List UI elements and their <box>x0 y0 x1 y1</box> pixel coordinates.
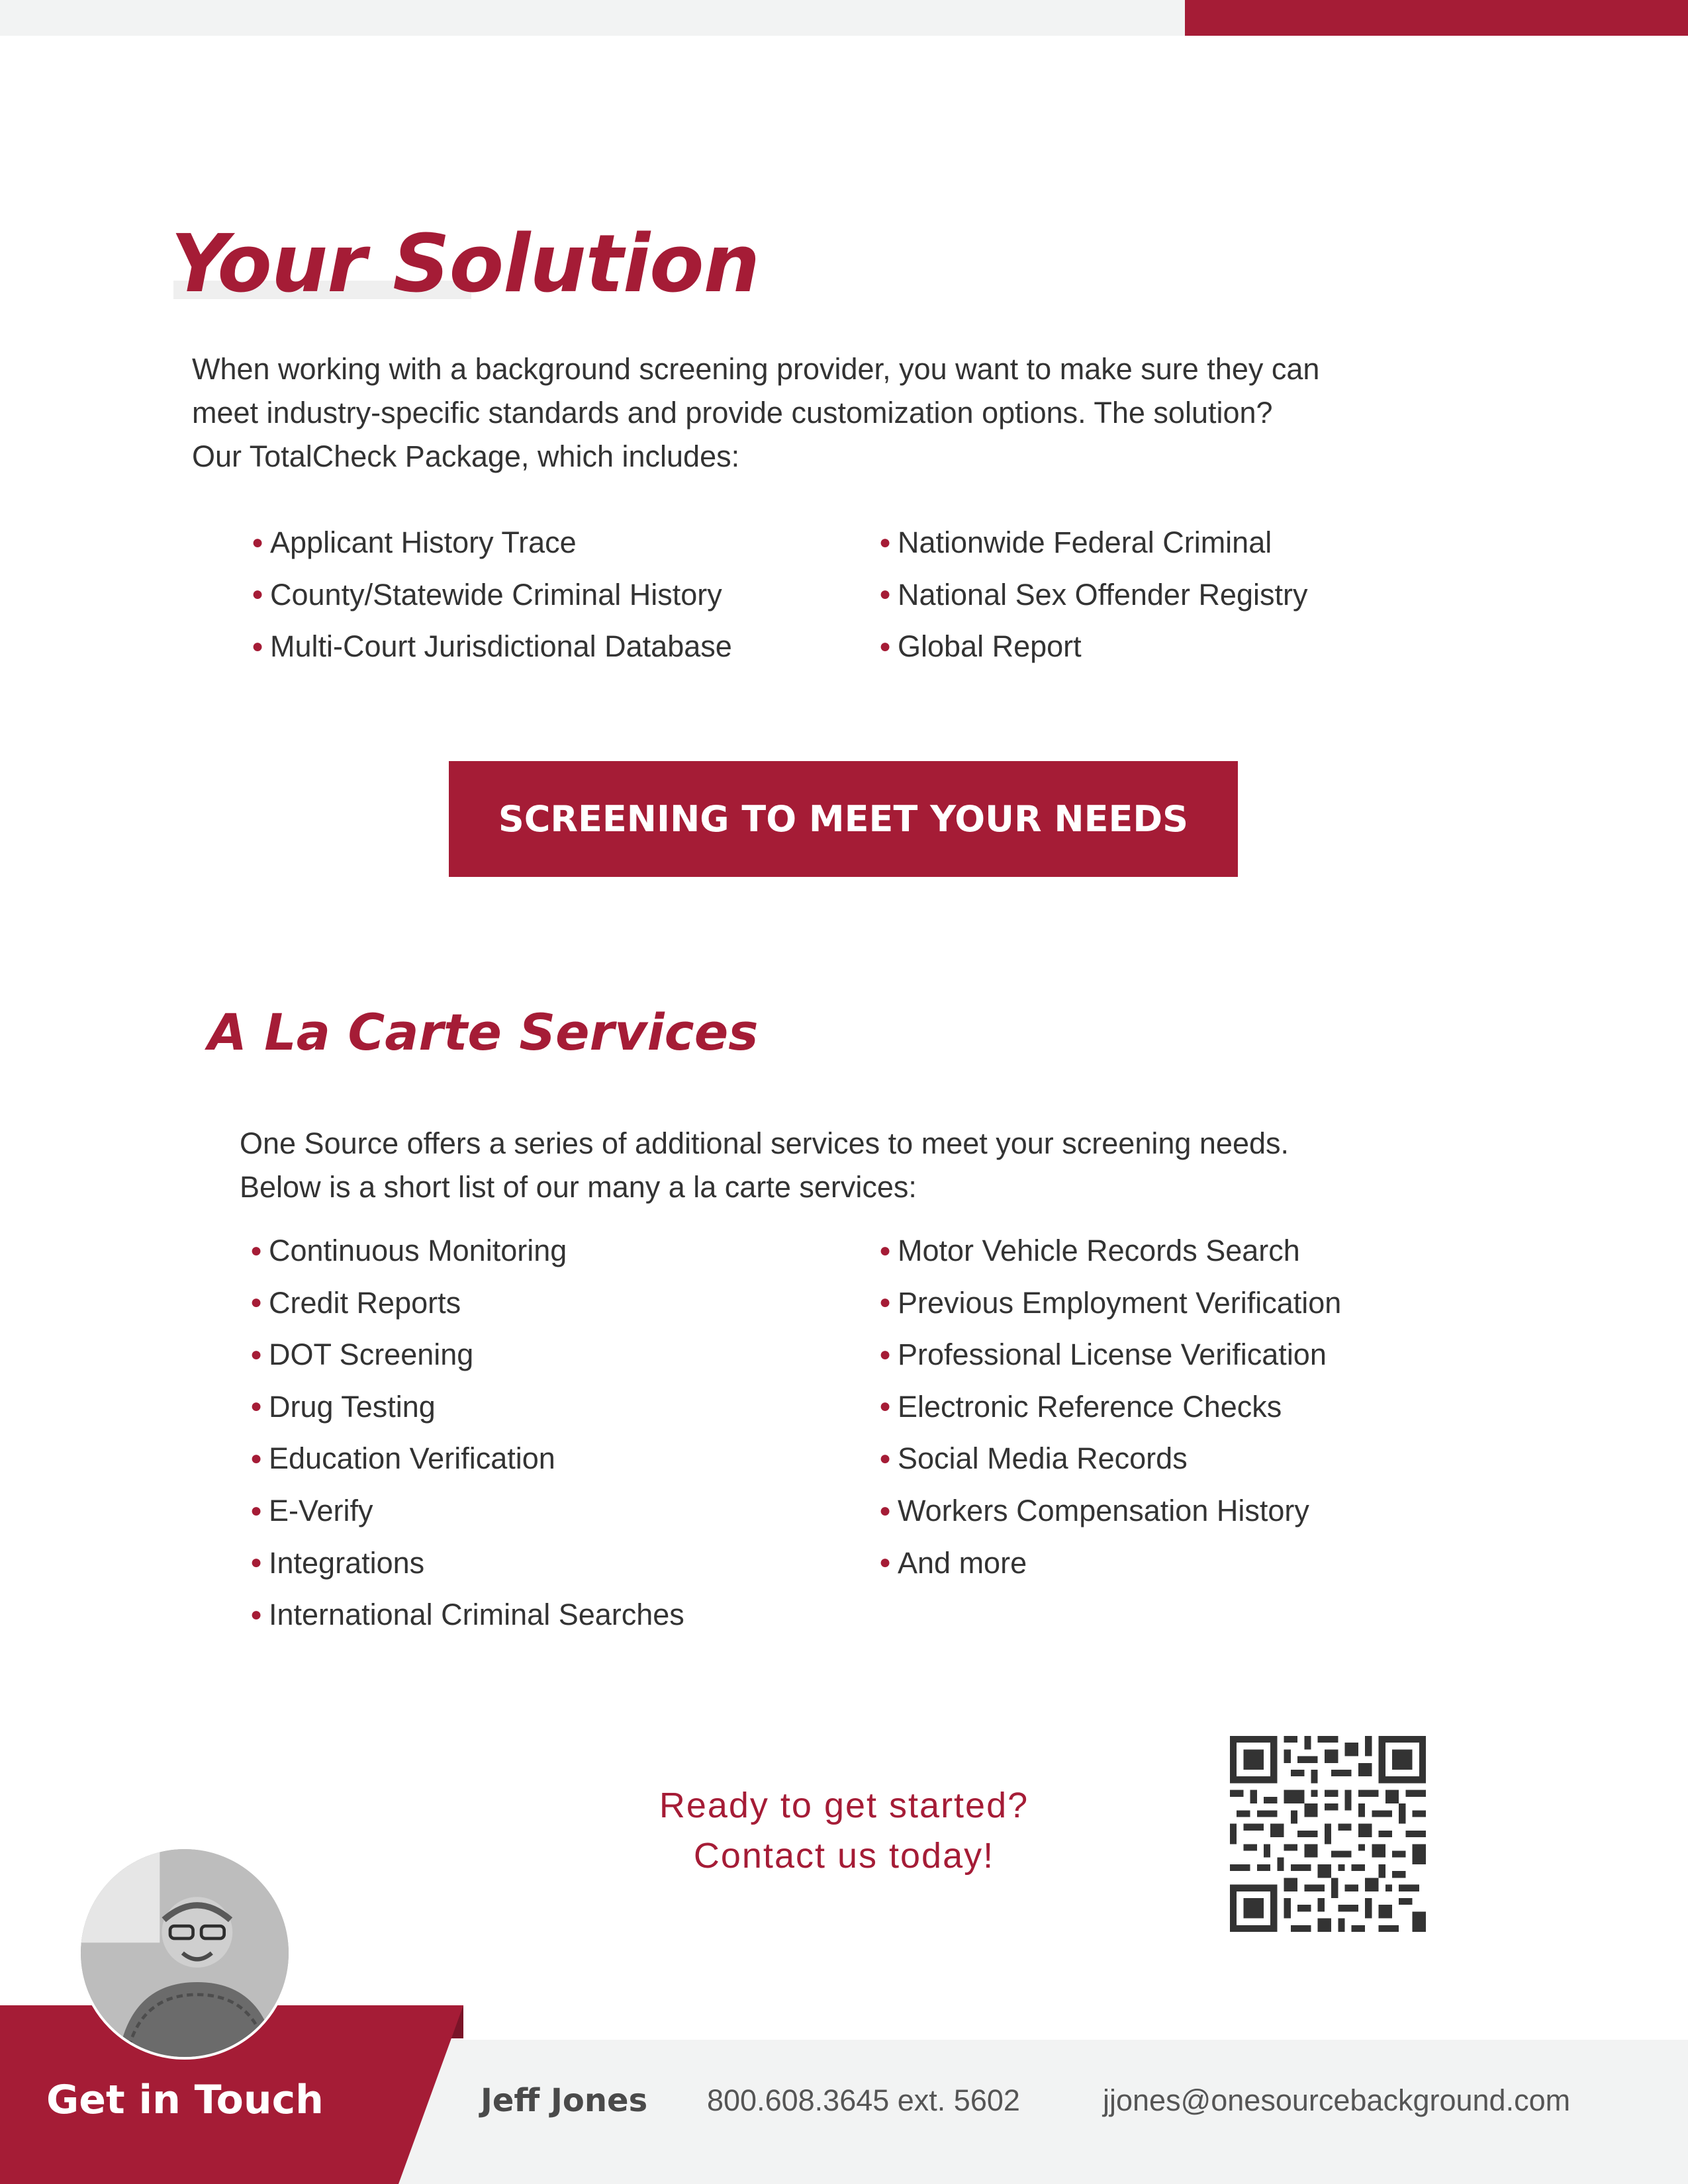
bullet-icon: ● <box>879 1551 892 1574</box>
ready-line: Ready to get started? <box>659 1786 1029 1825</box>
list-item: ● Electronic Reference Checks <box>879 1382 1341 1434</box>
list-item: ● National Sex Offender Registry <box>879 570 1307 622</box>
bullet-icon: ● <box>879 1239 892 1261</box>
package-list-left <box>252 518 732 674</box>
list-item: ● Multi-Court Jurisdictional Database <box>252 621 732 674</box>
bullet-icon: ● <box>250 1239 263 1261</box>
avatar <box>78 1846 291 2060</box>
list-item: ● County/Statewide Criminal History <box>252 570 732 622</box>
list-item: ● Credit Reports <box>250 1278 684 1330</box>
top-bar-gray <box>0 0 1185 36</box>
bullet-icon: ● <box>879 1291 892 1314</box>
intro-line: When working with a background screening provider, you want to make sure they can <box>192 352 1320 386</box>
package-list-right <box>879 518 1307 674</box>
section-title-alacarte: A La Carte Services <box>208 1003 759 1062</box>
list-item: ● Workers Compensation History <box>879 1486 1341 1538</box>
list-item: ● Education Verification <box>250 1433 684 1486</box>
bullet-icon: ● <box>252 635 264 657</box>
page-title: Your Solution <box>171 218 760 310</box>
list-item: ● Applicant History Trace <box>252 518 732 570</box>
ready-to-start-text <box>569 1780 1119 1881</box>
list-item: ● Continuous Monitoring <box>250 1226 684 1278</box>
services-list-left <box>250 1226 684 1642</box>
list-item: ● International Criminal Searches <box>250 1590 684 1642</box>
list-item: ● And more <box>879 1538 1341 1590</box>
services-list-right <box>879 1226 1341 1590</box>
bullet-icon: ● <box>879 1395 892 1418</box>
bullet-icon: ● <box>252 583 264 606</box>
list-item: ● Nationwide Federal Criminal <box>879 518 1307 570</box>
bullet-icon: ● <box>879 531 892 553</box>
ready-line: Contact us today! <box>693 1836 995 1876</box>
list-item: ● Professional License Verification <box>879 1330 1341 1382</box>
list-item: ● Global Report <box>879 621 1307 674</box>
bullet-icon: ● <box>879 583 892 606</box>
contact-phone-link[interactable]: 800.608.3645 ext. 5602 <box>707 2083 1020 2117</box>
bullet-icon: ● <box>879 1447 892 1470</box>
bullet-icon: ● <box>879 635 892 657</box>
bullet-icon: ● <box>250 1343 263 1365</box>
list-item: ● Motor Vehicle Records Search <box>879 1226 1341 1278</box>
alacarte-intro-line: Below is a short list of our many a la carte services: <box>240 1170 917 1204</box>
contact-name: Jeff Jones <box>481 2082 648 2119</box>
list-item: ● DOT Screening <box>250 1330 684 1382</box>
person-photo <box>81 1849 289 2057</box>
list-item: ● Previous Employment Verification <box>879 1278 1341 1330</box>
screening-cta-button[interactable]: SCREENING TO MEET YOUR NEEDS <box>449 761 1238 877</box>
bullet-icon: ● <box>250 1395 263 1418</box>
bullet-icon: ● <box>250 1603 263 1625</box>
bullet-icon: ● <box>250 1291 263 1314</box>
alacarte-intro-line: One Source offers a series of additional services to meet your screening needs. <box>240 1126 1289 1160</box>
contact-email-link[interactable]: jjones@onesourcebackground.com <box>1103 2083 1571 2117</box>
intro-paragraph <box>192 347 1549 478</box>
alacarte-intro <box>240 1122 1564 1209</box>
top-bar-accent <box>1185 0 1688 36</box>
bullet-icon: ● <box>250 1447 263 1470</box>
bullet-icon: ● <box>250 1551 263 1574</box>
list-item: ● Social Media Records <box>879 1433 1341 1486</box>
list-item: ● E-Verify <box>250 1486 684 1538</box>
qr-code-icon[interactable] <box>1230 1736 1426 1932</box>
list-item: ● Drug Testing <box>250 1382 684 1434</box>
bullet-icon: ● <box>879 1343 892 1365</box>
intro-line: Our TotalCheck Package, which includes: <box>192 439 740 473</box>
list-item: ● Integrations <box>250 1538 684 1590</box>
get-in-touch-label: Get in Touch <box>46 2077 324 2123</box>
intro-line: meet industry-specific standards and provide customization options. The solution? <box>192 396 1273 430</box>
bullet-icon: ● <box>879 1499 892 1522</box>
bullet-icon: ● <box>252 531 264 553</box>
bullet-icon: ● <box>250 1499 263 1522</box>
